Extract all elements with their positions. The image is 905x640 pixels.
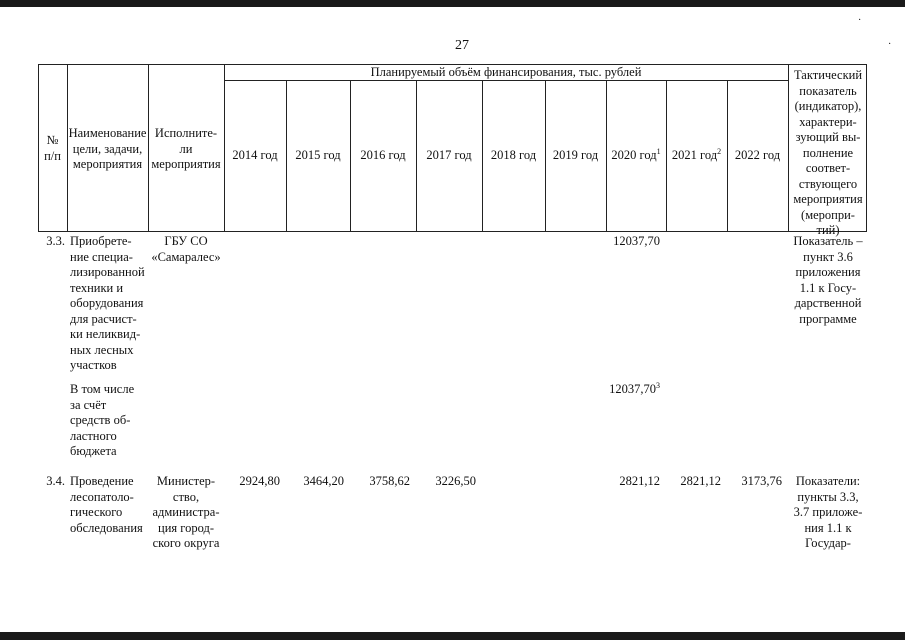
scan-speck: · <box>858 15 862 26</box>
row-indicator: пункты 3.3, <box>797 489 859 504</box>
row-executor: ство, <box>172 489 200 504</box>
row-name: гического <box>70 505 123 519</box>
row-indicator: 3.7 приложе- <box>793 505 863 519</box>
header-year-2018: 2018 год <box>490 148 537 162</box>
row-value-2017: 3226,50 <box>435 474 476 488</box>
row-name: ных лесных <box>70 342 134 357</box>
header-indicator: характери- <box>799 114 857 129</box>
row-value-2020: 12037,70 <box>613 234 660 248</box>
header-bottom-border <box>38 231 867 232</box>
header-name: Наименование <box>68 126 147 140</box>
header-year-2021: 2021 год$^2$ <box>671 147 722 162</box>
header-indicator: Тактический <box>793 68 863 82</box>
row-name: лизированной <box>70 265 145 279</box>
header-number: № <box>46 133 59 147</box>
row-name: оборудования <box>70 296 144 310</box>
row-executor: администра- <box>152 505 220 519</box>
page-number: 27 <box>455 38 469 53</box>
header-year-2017: 2017 год <box>426 148 472 162</box>
header-year-2015: 2015 год <box>295 148 341 162</box>
row-indicator: пункт 3.6 <box>803 249 853 264</box>
row-indicator: ния 1.1 к <box>804 520 852 535</box>
row-indicator: 1.1 к Госу- <box>799 280 857 295</box>
row-executor: Министер- <box>156 474 216 488</box>
row-indicator: дарственной <box>794 296 862 310</box>
row-executor: ГБУ СО <box>164 234 208 248</box>
row-number: 3.4. <box>46 474 65 488</box>
header-executor: Исполните- <box>154 126 218 140</box>
row-name: техники и <box>70 280 124 295</box>
header-indicator: (меропри- <box>801 207 855 222</box>
scan-border-top <box>0 0 905 7</box>
row-name: В том числе <box>70 382 135 396</box>
header-indicator: показатель <box>799 83 857 98</box>
header-year-2022: 2022 год <box>734 148 781 162</box>
row-value-2020: 2821,12 <box>619 474 660 488</box>
row-value-2022: 3173,76 <box>741 474 782 488</box>
header-indicator: (индикатор), <box>794 99 862 113</box>
row-name: Проведение <box>70 474 134 488</box>
row-value-2014: 2924,80 <box>239 474 280 488</box>
header-indicator: полнение <box>802 145 854 160</box>
row-value-2021: 2821,12 <box>680 474 721 488</box>
header-year-2020: 2020 год$^1$ <box>611 147 661 162</box>
header-year-2019: 2019 год <box>552 148 599 162</box>
row-name: участков <box>70 358 117 372</box>
row-name: ки неликвид- <box>70 327 141 341</box>
row-indicator: Государ- <box>805 536 851 550</box>
row-name: Приобрете- <box>70 234 132 248</box>
header-name: мероприятия <box>72 157 143 171</box>
row-executor: ция город- <box>158 520 214 535</box>
row-value-2020: 12037,70$^3$ <box>609 381 660 396</box>
row-indicator: Показатели: <box>795 474 861 488</box>
row-value-2015: 3464,20 <box>303 474 344 488</box>
header-number: п/п <box>44 148 61 163</box>
row-name: для расчист- <box>70 311 137 326</box>
scan-border-bottom <box>0 632 905 640</box>
header-indicator: зующий вы- <box>795 130 861 144</box>
header-indicator: ствующего <box>798 176 858 191</box>
scan-speck: · <box>888 39 892 50</box>
header-financing-title: Планируемый объём финансирования, тыс. рублей <box>370 65 642 79</box>
header-indicator: мероприятия <box>793 192 863 206</box>
header-year-2014: 2014 год <box>232 148 278 162</box>
row-name: ние специа- <box>70 249 133 264</box>
row-number: 3.3. <box>46 234 65 248</box>
header-executor: мероприятия <box>151 157 221 171</box>
row-value-2016: 3758,62 <box>369 474 410 488</box>
row-name: за счёт <box>70 397 107 412</box>
row-name: ластного <box>70 428 117 443</box>
header-executor: ли <box>179 141 193 156</box>
row-indicator: приложения <box>795 265 861 279</box>
header-indicator: тий) <box>816 223 840 237</box>
row-name: обследования <box>70 520 143 535</box>
header-name: цели, задачи, <box>72 141 143 156</box>
header-year-2016: 2016 год <box>360 148 406 162</box>
row-executor: «Самаралес» <box>151 249 221 264</box>
row-indicator: Показатель – <box>793 234 863 248</box>
row-executor: ского округа <box>152 536 220 550</box>
row-name: лесопатоло- <box>70 489 134 504</box>
row-name: бюджета <box>70 444 117 458</box>
row-name: средств об- <box>70 413 131 427</box>
header-indicator: соответ- <box>805 161 851 175</box>
row-indicator: программе <box>799 311 857 326</box>
